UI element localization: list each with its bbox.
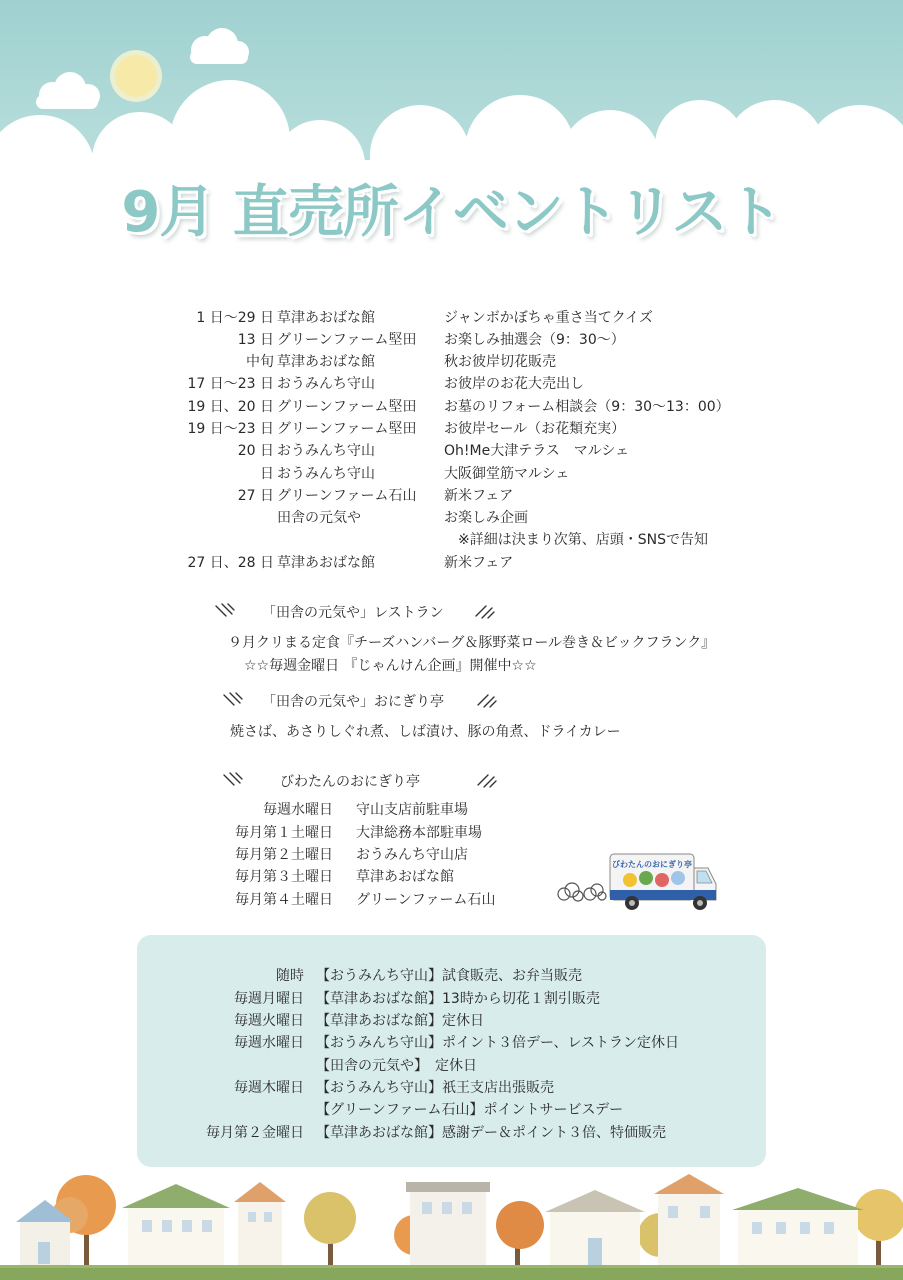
event-title: お彼岸セール（お花類充実） [444,421,626,437]
accent-lines-icon [476,771,498,789]
event-title: お楽しみ企画 [444,510,528,526]
schedule-day: 毎月第１土曜日 [235,825,333,841]
event-date: 中旬 [246,354,274,370]
page-title: 9月 直売所イベントリスト [121,180,782,245]
regular-day: 毎週水曜日 [234,1035,304,1051]
regular-day: 随時 [276,968,304,984]
event-store: グリーンファーム堅田 [277,399,417,415]
event-title: お楽しみ抽選会（9：30～） [444,332,625,348]
schedule-place: おうみんち守山店 [356,847,468,863]
event-title: お彼岸のお花大売出し [444,376,584,392]
house-icon [234,1182,286,1268]
regular-text: 【おうみんち守山】試食販売、お弁当販売 [316,968,582,984]
schedule-place: 大津総務本部駐車場 [356,825,482,841]
regular-day: 毎週月曜日 [234,991,304,1007]
event-store: 草津あおばな館 [277,354,375,370]
event-date: 19 日、20 日 [187,399,274,415]
schedule-place: 草津あおばな館 [356,869,454,885]
event-date: 19 日～23 日 [187,421,274,437]
event-title: Oh!Me大津テラス マルシェ [444,443,630,459]
event-date: 17 日～23 日 [187,376,274,392]
event-title: 新米フェア [444,488,514,504]
event-store: グリーンファーム堅田 [277,332,417,348]
tree-icon [854,1189,903,1265]
regular-text: 【草津あおばな館】感謝デー＆ポイント３倍、特価販売 [316,1125,666,1141]
schedule-day: 毎月第３土曜日 [235,869,333,885]
schedule-day: 毎週水曜日 [263,802,333,818]
restaurant-promo: ☆☆毎週金曜日 『じゃんけん企画』開催中☆☆ [244,658,537,674]
event-title: お墓のリフォーム相談会（9：30～13：00） [444,399,730,415]
schedule-day: 毎月第２土曜日 [235,847,333,863]
event-store: 田舎の元気や [277,510,361,526]
house-icon [406,1182,490,1268]
event-date: 27 日 [237,488,274,504]
event-date: 1 日～29 日 [196,310,274,326]
event-title: 新米フェア [444,555,514,571]
event-store: グリーンファーム堅田 [277,421,417,437]
schedule-day: 毎月第４土曜日 [235,892,333,908]
regular-text: 【おうみんち守山】ポイント３倍デー、レストラン定休日 [316,1035,680,1051]
regular-day: 毎週火曜日 [234,1013,304,1029]
accent-lines-icon [474,602,496,620]
house-icon [654,1174,724,1268]
restaurant-heading: 「田舎の元気や」レストラン [262,605,444,621]
house-icon [545,1190,645,1268]
regular-text: 【おうみんち守山】祇王支店出張販売 [316,1080,554,1096]
regular-day: 毎週木曜日 [234,1080,304,1096]
biwatan-heading: びわたんのおにぎり亭 [280,774,420,790]
accent-lines-icon [222,691,244,709]
event-title: 秋お彼岸切花販売 [444,354,556,370]
accent-lines-icon [476,691,498,709]
event-date: 13 日 [237,332,274,348]
accent-lines-icon [222,771,244,789]
house-icon [122,1184,230,1268]
event-title: 大阪御堂筋マルシェ [444,466,570,482]
food-truck-icon [552,850,720,914]
regular-text: 【草津あおばな館】定休日 [316,1013,484,1029]
truck-label: びわたんのおにぎり亭 [612,860,692,869]
event-store: 草津あおばな館 [277,555,375,571]
tree-icon [496,1201,544,1265]
event-store: おうみんち守山 [277,443,375,459]
sky-illustration [0,0,903,300]
event-date: 20 日 [237,443,274,459]
event-date: 日 [260,466,274,482]
regular-text: 【草津あおばな館】13時から切花１割引販売 [316,991,600,1007]
onigiri-menu: 焼さば、あさりしぐれ煮、しば漬け、豚の角煮、ドライカレー [230,724,621,740]
onigiri-heading: 「田舎の元気や」おにぎり亭 [262,694,444,710]
tree-icon [304,1192,356,1265]
event-title: ジャンボかぼちゃ重さ当てクイズ [444,310,653,326]
house-icon [732,1188,864,1268]
accent-lines-icon [214,602,236,620]
schedule-place: 守山支店前駐車場 [356,802,468,818]
event-store: 草津あおばな館 [277,310,375,326]
event-note: ※詳細は決まり次第、店頭・SNSで告知 [444,532,708,548]
schedule-place: グリーンファーム石山 [356,892,496,908]
regular-text: 【グリーンファーム石山】ポイントサービスデー [316,1102,624,1118]
restaurant-menu: ９月クリまる定食『チーズハンバーグ＆豚野菜ロール巻き＆ビックフランク』 [228,635,716,651]
sun-icon [110,50,162,102]
event-store: おうみんち守山 [277,376,375,392]
event-store: おうみんち守山 [277,466,375,482]
regular-text: 【田舎の元気や】 定休日 [316,1058,477,1074]
regular-day: 毎月第２金曜日 [206,1125,304,1141]
town-illustration [0,1160,903,1280]
event-store: グリーンファーム石山 [277,488,417,504]
event-date: 27 日、28 日 [187,555,274,571]
